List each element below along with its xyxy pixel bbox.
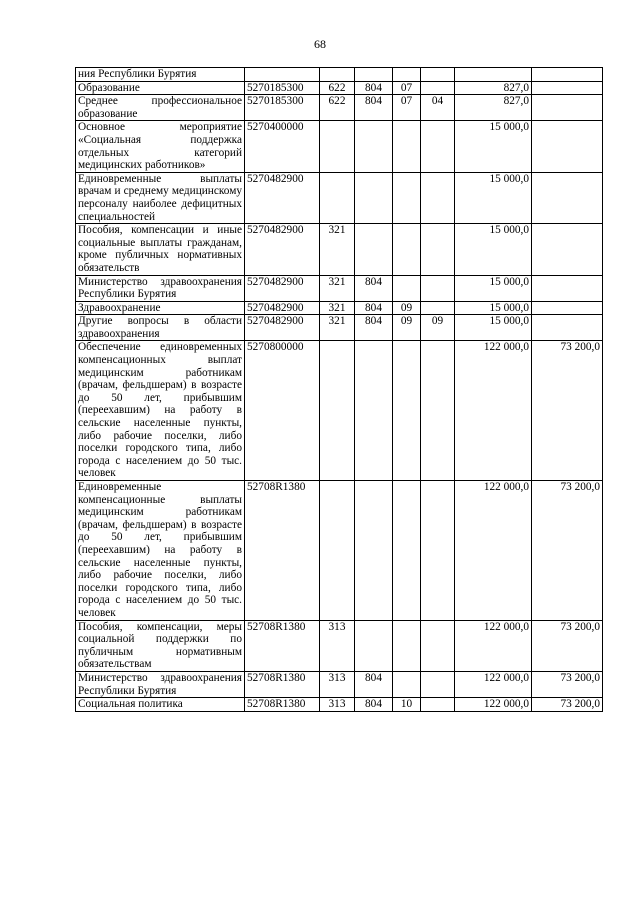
sum-2-cell [532,224,603,275]
gr-cell [355,121,393,172]
code-cell: 5270482900 [245,224,320,275]
rz-cell [393,620,421,671]
table-row [76,81,603,95]
gr-cell: 804 [355,301,393,315]
code-cell: 52708R1380 [245,698,320,712]
vr-cell [320,341,355,481]
vr-cell: 313 [320,698,355,712]
table-row [76,172,603,223]
sum-2-cell [532,121,603,172]
sum-cell: 15 000,0 [455,121,532,172]
code-cell: 52708R1380 [245,481,320,621]
name-cell: Единовременные выплаты врачам и среднему медицинскому персоналу наиболее дефицитных специальностей [76,172,245,223]
rz-cell [393,172,421,223]
code-cell: 52708R1380 [245,671,320,697]
pr-cell [421,275,455,301]
pr-cell [421,224,455,275]
sum-2-cell [532,81,603,95]
name-cell: Пособия, компенсации, меры социальной поддержки по публичным нормативным обязательствам [76,620,245,671]
name-cell: Образование [76,81,245,95]
rz-cell: 09 [393,315,421,341]
gr-cell: 804 [355,698,393,712]
pr-cell [421,172,455,223]
code-cell: 5270400000 [245,121,320,172]
code-cell: 5270482900 [245,275,320,301]
gr-cell [355,172,393,223]
name-cell: Социальная политика [76,698,245,712]
vr-cell: 321 [320,224,355,275]
code-cell: 5270482900 [245,172,320,223]
vr-cell: 313 [320,671,355,697]
table-row [76,224,603,275]
name-cell: Министерство здравоохранения Республики Бурятия [76,275,245,301]
gr-cell: 804 [355,95,393,121]
gr-cell [355,481,393,621]
sum-cell [455,68,532,82]
sum-2-cell: 73 200,0 [532,671,603,697]
gr-cell: 804 [355,315,393,341]
gr-cell: 804 [355,671,393,697]
vr-cell [320,172,355,223]
gr-cell [355,341,393,481]
sum-2-cell: 73 200,0 [532,620,603,671]
sum-cell: 122 000,0 [455,698,532,712]
rz-cell [393,68,421,82]
pr-cell [421,81,455,95]
sum-cell: 827,0 [455,81,532,95]
code-cell: 5270482900 [245,301,320,315]
sum-2-cell [532,68,603,82]
pr-cell: 04 [421,95,455,121]
sum-2-cell [532,275,603,301]
sum-cell: 122 000,0 [455,481,532,621]
name-cell: Здравоохранение [76,301,245,315]
gr-cell: 804 [355,81,393,95]
name-cell: Среднее профессиональное образование [76,95,245,121]
code-cell: 5270482900 [245,315,320,341]
name-cell: ния Республики Бурятия [76,68,245,82]
vr-cell: 321 [320,301,355,315]
sum-2-cell [532,95,603,121]
vr-cell [320,481,355,621]
sum-2-cell: 73 200,0 [532,341,603,481]
vr-cell: 622 [320,95,355,121]
name-cell: Министерство здравоохранения Республики Бурятия [76,671,245,697]
rz-cell: 09 [393,301,421,315]
sum-2-cell [532,315,603,341]
code-cell: 52708R1380 [245,620,320,671]
vr-cell: 321 [320,315,355,341]
table-row [76,275,603,301]
table-row [76,671,603,697]
table-row [76,301,603,315]
sum-2-cell [532,301,603,315]
gr-cell [355,620,393,671]
sum-cell: 122 000,0 [455,671,532,697]
pr-cell [421,620,455,671]
table-row [76,620,603,671]
gr-cell: 804 [355,275,393,301]
sum-cell: 15 000,0 [455,275,532,301]
pr-cell [421,698,455,712]
sum-cell: 15 000,0 [455,172,532,223]
sum-2-cell: 73 200,0 [532,481,603,621]
sum-cell: 15 000,0 [455,301,532,315]
name-cell: Единовременные компенсационные выплаты медицинским работникам (врачам, фельдшерам) в возрасте до 50 лет, прибывшим (переехавшим) на работу в сельские населенные пункты, либо рабочие поселки, либо поселки городского типа, либо города с населением до 50 тыс. человек [76,481,245,621]
pr-cell [421,481,455,621]
pr-cell [421,671,455,697]
vr-cell: 622 [320,81,355,95]
pr-cell: 09 [421,315,455,341]
vr-cell [320,68,355,82]
sum-cell: 827,0 [455,95,532,121]
rz-cell: 10 [393,698,421,712]
rz-cell [393,224,421,275]
rz-cell: 07 [393,81,421,95]
rz-cell [393,121,421,172]
code-cell [245,68,320,82]
pr-cell [421,341,455,481]
rz-cell [393,275,421,301]
table-row [76,481,603,621]
rz-cell [393,481,421,621]
name-cell: Обеспечение единовременных компенсационных выплат медицинским работникам (врачам, фельдшерам) в возрасте до 50 лет, прибывшим (переехавшим) на работу в сельские населенные пункты, либо рабочие поселки, либо поселки городского типа, либо города с населением до 50 тыс. человек [76,341,245,481]
vr-cell: 321 [320,275,355,301]
sum-cell: 15 000,0 [455,224,532,275]
table-row [76,341,603,481]
name-cell: Другие вопросы в области здравоохранения [76,315,245,341]
sum-cell: 15 000,0 [455,315,532,341]
gr-cell [355,68,393,82]
pr-cell [421,301,455,315]
table-row [76,315,603,341]
sum-cell: 122 000,0 [455,341,532,481]
name-cell: Основное мероприятие «Социальная поддержка отдельных категорий медицинских работников» [76,121,245,172]
page-number: 68 [314,37,326,51]
table-row [76,121,603,172]
sum-cell: 122 000,0 [455,620,532,671]
table-row [76,95,603,121]
budget-table [75,67,603,712]
code-cell: 5270185300 [245,81,320,95]
name-cell: Пособия, компенсации и иные социальные выплаты гражданам, кроме публичных нормативных обязательств [76,224,245,275]
gr-cell [355,224,393,275]
pr-cell [421,121,455,172]
code-cell: 5270185300 [245,95,320,121]
sum-2-cell: 73 200,0 [532,698,603,712]
vr-cell: 313 [320,620,355,671]
pr-cell [421,68,455,82]
rz-cell [393,341,421,481]
table-row [76,68,603,82]
code-cell: 5270800000 [245,341,320,481]
vr-cell [320,121,355,172]
sum-2-cell [532,172,603,223]
rz-cell: 07 [393,95,421,121]
table-body [76,68,603,712]
rz-cell [393,671,421,697]
table-row [76,698,603,712]
